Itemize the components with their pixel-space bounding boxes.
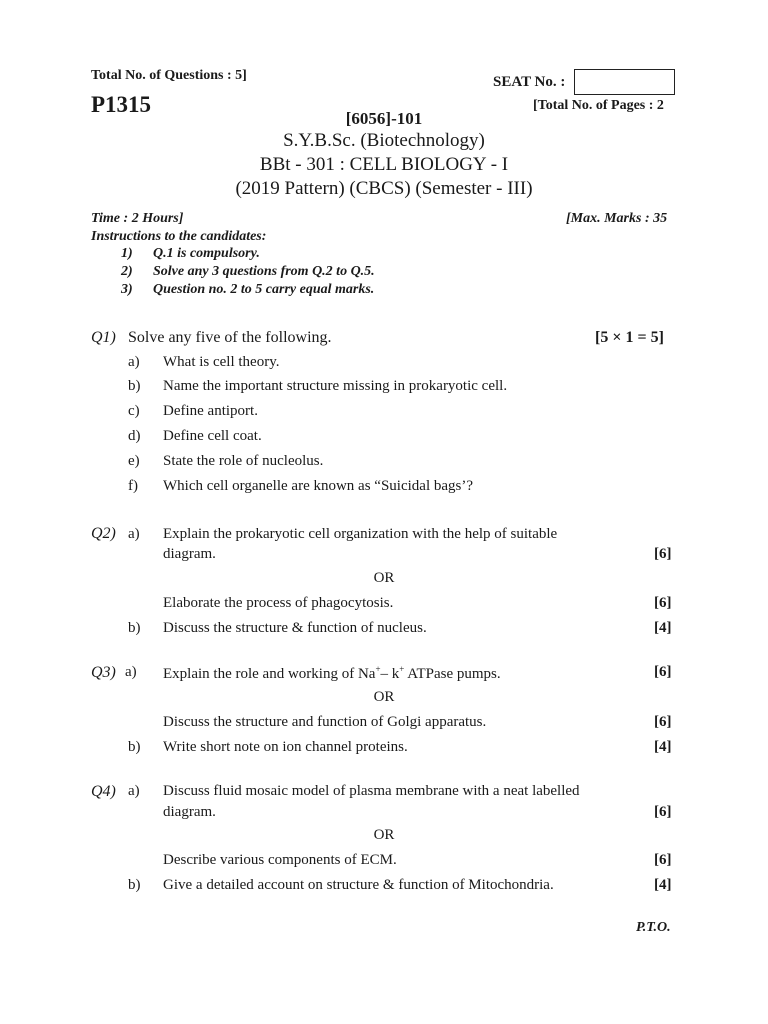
or-divider: OR [373, 827, 395, 843]
item-marks: [6] [654, 664, 672, 680]
total-pages: [Total No. of Pages : 2 [533, 98, 664, 113]
item-letter: b) [128, 877, 141, 893]
item-marks: [4] [654, 620, 672, 636]
item-letter: b) [128, 378, 141, 394]
item-letter: d) [128, 428, 141, 444]
paper-code: P1315 [91, 92, 152, 117]
instruction-number: 3) [121, 282, 133, 297]
item-text: Define cell coat. [163, 428, 262, 444]
question-label: Q3) [91, 664, 116, 681]
item-text: Give a detailed account on structure & function of Mitochondria. [163, 877, 554, 893]
item-marks: [6] [654, 546, 672, 562]
item-text: Elaborate the process of phagocytosis. [163, 595, 394, 611]
item-text: Which cell organelle are known as “Suicidal bags’? [163, 478, 474, 494]
question-label: Q2) [91, 525, 116, 542]
item-letter: a) [128, 783, 140, 799]
item-marks: [6] [654, 852, 672, 868]
subject-title: BBt - 301 : CELL BIOLOGY - I [259, 154, 509, 175]
or-divider: OR [373, 570, 395, 586]
item-text: Write short note on ion channel proteins. [163, 739, 408, 755]
item-letter: e) [128, 453, 140, 469]
time-allowed: Time : 2 Hours] [91, 211, 184, 226]
course-title: S.Y.B.Sc. (Biotechnology) [283, 130, 485, 151]
item-letter: a) [128, 354, 140, 370]
page-turn-over: P.T.O. [636, 920, 671, 935]
item-letter: c) [128, 403, 140, 419]
item-letter: f) [128, 478, 138, 494]
item-text: Discuss the structure and function of Golgi apparatus. [163, 714, 487, 730]
item-marks: [4] [654, 739, 672, 755]
instruction-text: Q.1 is compulsory. [153, 246, 260, 261]
item-letter: b) [128, 739, 141, 755]
question-label: Q4) [91, 783, 116, 800]
instruction-number: 1) [121, 246, 133, 261]
instructions-title: Instructions to the candidates: [91, 229, 267, 244]
item-letter: a) [128, 526, 140, 542]
item-text: Explain the prokaryotic cell organization with the help of suitable [163, 526, 558, 542]
item-marks: [4] [654, 877, 672, 893]
item-text: Name the important structure missing in prokaryotic cell. [163, 378, 508, 394]
total-questions: Total No. of Questions : 5] [91, 68, 247, 83]
item-text: Define antiport. [163, 403, 258, 419]
question-text: Solve any five of the following. [128, 329, 332, 346]
question-label: Q1) [91, 329, 116, 346]
instruction-text: Solve any 3 questions from Q.2 to Q.5. [153, 264, 375, 279]
item-text: Discuss fluid mosaic model of plasma membrane with a neat labelled [163, 783, 580, 799]
item-letter: b) [128, 620, 141, 636]
instruction-number: 2) [121, 264, 133, 279]
exam-code: [6056]-101 [345, 109, 423, 128]
item-text: Describe various components of ECM. [163, 852, 397, 868]
item-text: diagram. [163, 546, 216, 562]
item-text: diagram. [163, 804, 216, 820]
or-divider: OR [373, 689, 395, 705]
pattern-title: (2019 Pattern) (CBCS) (Semester - III) [235, 178, 533, 199]
seat-number-box[interactable] [574, 69, 675, 95]
item-text: Discuss the structure & function of nucleus. [163, 620, 427, 636]
item-letter: a) [125, 664, 137, 680]
item-marks: [6] [654, 714, 672, 730]
item-marks: [6] [654, 804, 672, 820]
instruction-text: Question no. 2 to 5 carry equal marks. [153, 282, 375, 297]
seat-number-label: SEAT No. : [493, 74, 566, 90]
max-marks: [Max. Marks : 35 [566, 211, 668, 226]
item-text: Explain the role and working of Na+– k+ ATPase pumps. [163, 664, 501, 682]
item-marks: [6] [654, 595, 672, 611]
item-text: What is cell theory. [163, 354, 280, 370]
item-text: State the role of nucleolus. [163, 453, 324, 469]
question-marks: [5 × 1 = 5] [595, 329, 664, 346]
